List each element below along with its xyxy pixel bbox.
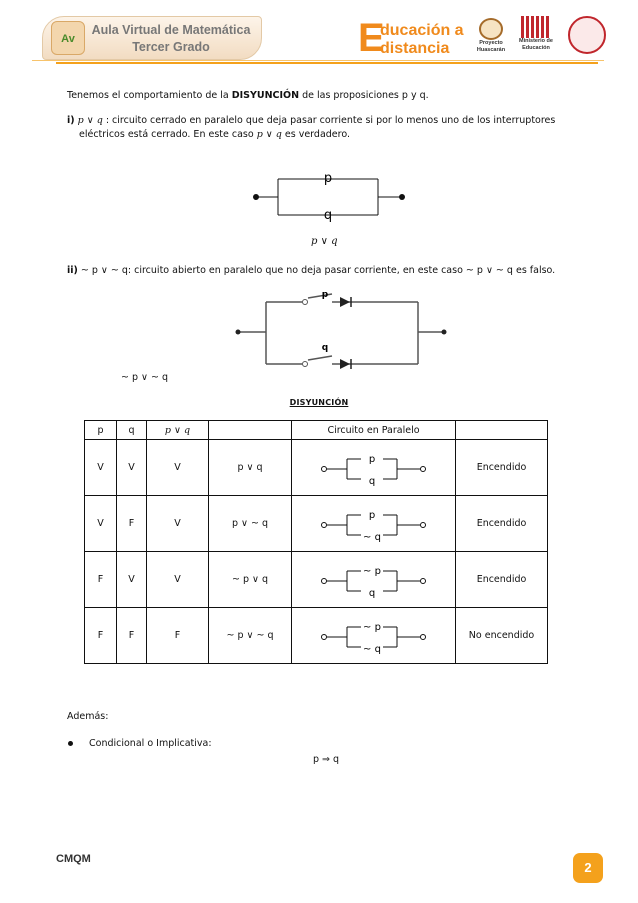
header-p: p [85,421,117,440]
cell-state: Encendido [456,440,548,496]
table-row [85,496,548,552]
cell-q: V [117,440,147,496]
switch-label-top: p [321,290,329,300]
parallel-circuit-open-diagram [232,284,452,376]
cell-result: F [147,608,209,664]
course-title-line2: Tercer Grado [132,40,210,54]
switch-label-top: p [368,453,375,465]
cell-p: F [85,608,117,664]
cell-state: No encendido [456,608,548,664]
intro-paragraph: Tenemos el comportamiento de la DISYUNCIÓN de las proposiciones p y q. [67,90,429,101]
open-switch-contact [303,362,308,367]
aula-virtual-logo: Av [51,21,85,55]
terminal-dot [442,330,447,335]
cell-q: F [117,496,147,552]
item-i-line1: i) p ∨ q : circuito cerrado en paralelo que deja pasar corriente si por lo menos uno de los interruptores [67,115,556,126]
circuit2-caption: ~ p ∨ ~ q [121,372,169,383]
switch-label-bottom: q [368,587,375,599]
course-banner [42,16,262,60]
table-row [85,440,548,496]
header-divider [56,62,598,64]
footer-author: CMQM [56,853,91,865]
switch-label-bottom: q [321,343,329,353]
mini-circuit-diagram [319,448,429,488]
page-number-badge: 2 [573,853,603,883]
switch-label-bottom: ~ q [362,531,381,543]
switch-label-bottom: q [323,208,333,223]
ministerio-educacion-logo: Ministerio de Educación [516,16,556,60]
switch-label-top: p [323,171,333,186]
cell-p: V [85,496,117,552]
cell-result: V [147,496,209,552]
header-q: q [117,421,147,440]
item-ii-paragraph: ii) ~ p ∨ ~ q: circuito abierto en paralelo que no deja pasar corriente, en este caso ~ p ∨ ~ q es falso. [67,265,556,276]
cell-q: F [117,608,147,664]
cell-circuit [292,496,456,552]
cell-expression: ~ p ∨ ~ q [209,608,292,664]
implication-formula: p ⇒ q [313,754,340,765]
terminal-dot [253,194,259,200]
cell-p: F [85,552,117,608]
table-row [85,608,548,664]
cell-circuit [292,440,456,496]
cell-result: V [147,440,209,496]
switch-label-bottom: ~ q [362,643,381,655]
disjunction-truth-table [84,420,548,664]
course-title-line1: Aula Virtual de Matemática [91,23,251,37]
header-circuit: Circuito en Paralelo [292,421,456,440]
diode-arrow-top [340,297,350,307]
open-switch-contact [303,300,308,305]
terminal-dot [236,330,241,335]
table-header-row [85,421,548,440]
switch-label-top: ~ p [362,621,381,633]
switch-label-top: ~ p [362,565,381,577]
cell-circuit [292,608,456,664]
terminal-dot [399,194,405,200]
cell-p: V [85,440,117,496]
table-title: DISYUNCIÓN [289,398,349,407]
mini-circuit-diagram [319,616,429,656]
mini-circuit-diagram [319,504,429,544]
switch-label-bottom: q [368,475,375,487]
cell-result: V [147,552,209,608]
cell-state: Encendido [456,552,548,608]
parallel-circuit-closed-diagram [250,165,410,225]
bullet-text: Condicional o Implicativa: [89,738,212,749]
cell-expression: ~ p ∨ q [209,552,292,608]
ademas-label: Además: [67,711,109,722]
header-divider-thin [32,60,604,61]
peru-seal-logo [566,14,608,58]
educacion-distancia-logo: E ducación a distancia [358,16,464,60]
bullet-icon [68,741,73,746]
item-i-line2: eléctricos está cerrado. En este caso p ∨ q es verdadero. [79,129,350,140]
course-title [87,22,255,56]
cell-circuit [292,552,456,608]
header-expression [209,421,292,440]
diode-arrow-bottom [340,359,350,369]
cell-expression: p ∨ ~ q [209,496,292,552]
table-row [85,552,548,608]
circuit1-caption: p ∨ q [311,236,338,247]
cell-q: V [117,552,147,608]
header-state [456,421,548,440]
switch-label-top: p [368,509,375,521]
cell-expression: p ∨ q [209,440,292,496]
cell-state: Encendido [456,496,548,552]
mini-circuit-diagram [319,560,429,600]
header-result: p ∨ q [147,421,209,440]
proyecto-huascaran-logo: Proyecto Huascarán [474,18,508,58]
